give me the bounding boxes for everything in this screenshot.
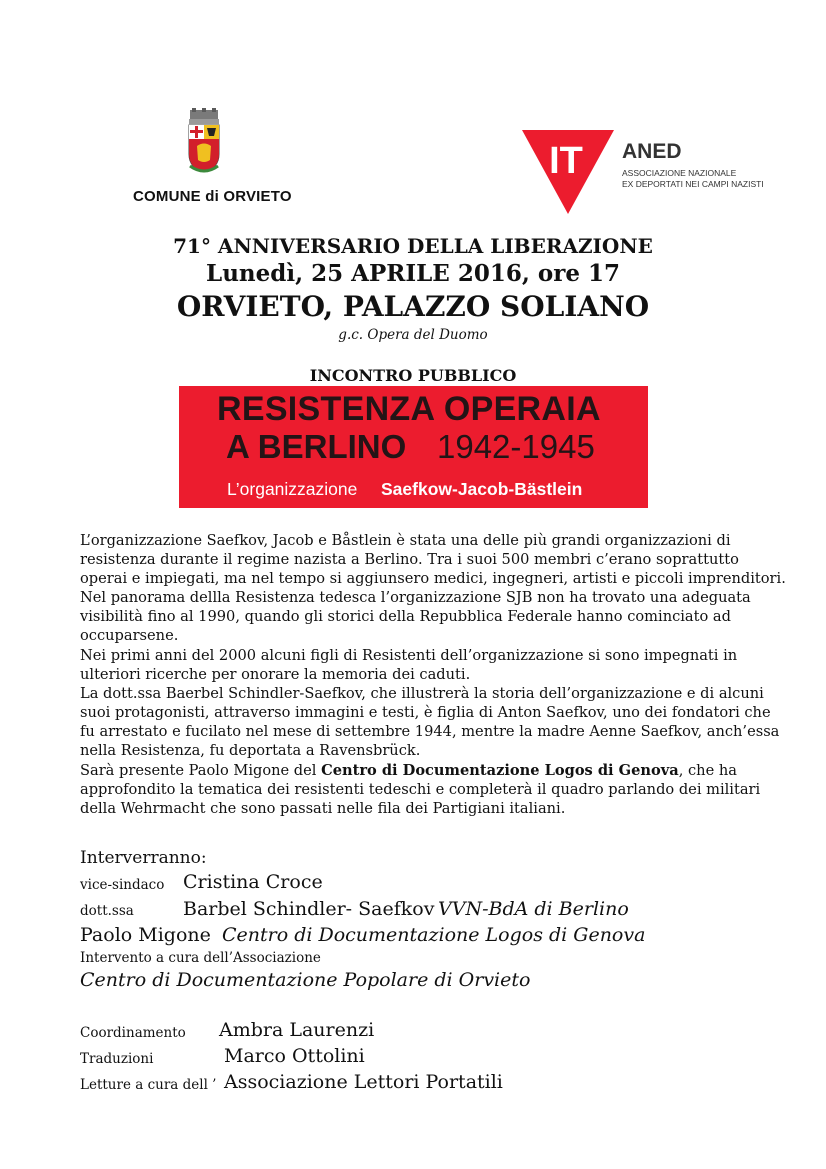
doctor-organization: VVN-BdA di Berlino: [438, 898, 629, 920]
migone-suffix: , che ha: [678, 762, 737, 779]
readings-label: Letture a cura dell ’: [80, 1077, 217, 1093]
aned-title: ANED: [622, 140, 682, 163]
aned-it-mark: IT: [549, 140, 583, 182]
migone-organization: Centro di Documentazione Logos di Genova: [222, 924, 646, 946]
body-line: approfondito la tematica dei resistenti tedeschi e completerà il quadro parlando dei militari: [80, 781, 761, 798]
orvieto-coat-of-arms-icon: [186, 108, 222, 174]
comune-name: COMUNE di ORVIETO: [133, 188, 292, 205]
body-line: Nel panorama dellla Resistenza tedesca l’organizzazione SJB non ha trovato una adeguata: [80, 589, 751, 606]
body-line: della Wehrmacht che sono passati nelle fila dei Partigiani italiani.: [80, 800, 566, 817]
body-line: operai e impiegati, ma nel tempo si aggiunsero medici, ingegneri, artisti e piccoli imprenditori.: [80, 570, 786, 587]
banner-years: 1942-1945: [437, 428, 595, 465]
banner-title-line2: A BERLINO: [226, 428, 407, 465]
body-line: suoi protagonisti, attraverso immagini e testi, è figlia di Anton Saefkov, uno dei fondatori che: [80, 704, 771, 721]
doctor-name: Barbel Schindler- Saefkov: [183, 898, 435, 920]
event-date: Lunedì, 25 APRILE 2016, ore 17: [206, 260, 620, 287]
banner-subtitle-org: Saefkow-Jacob-Bästlein: [381, 479, 583, 499]
anniversary-heading: 71° ANNIVERSARIO DELLA LIBERAZIONE: [173, 234, 653, 258]
readings-name: Associazione Lettori Portatili: [224, 1071, 503, 1093]
translation-label: Traduzioni: [80, 1051, 154, 1067]
translation-name: Marco Ottolini: [224, 1045, 365, 1067]
vice-mayor-role: vice-sindaco: [80, 877, 165, 893]
migone-name: Paolo Migone: [80, 924, 211, 946]
aned-triangle-icon: [522, 130, 614, 214]
body-line: La dott.ssa Baerbel Schindler-Saefkov, che illustrerà la storia dell’organizzazione e di alcuni: [80, 685, 764, 702]
coordination-name: Ambra Laurenzi: [219, 1019, 375, 1041]
banner-subtitle-prefix: L’organizzazione: [227, 479, 358, 499]
vice-mayor-name: Cristina Croce: [183, 871, 323, 893]
association-intro: Intervento a cura dell’Associazione: [80, 950, 321, 966]
body-line-migone: [80, 761, 737, 780]
aned-subtitle-2: EX DEPORTATI NEI CAMPI NAZISTI: [622, 179, 764, 189]
body-line: resistenza durante il regime nazista a Berlino. Tra i suoi 500 membri c’erano soprattutto: [80, 551, 739, 568]
banner-title-line1: RESISTENZA OPERAIA: [217, 390, 601, 428]
aned-subtitle-1: ASSOCIAZIONE NAZIONALE: [622, 168, 737, 178]
migone-prefix: Sarà presente Paolo Migone del: [80, 762, 322, 779]
venue-courtesy: g.c. Opera del Duomo: [338, 327, 488, 343]
body-line: Nei primi anni del 2000 alcuni figli di Resistenti dell’organizzazione si sono impegnati in: [80, 647, 738, 664]
body-line: nella Resistenza, fu deportata a Ravensbrück.: [80, 742, 421, 759]
body-line: fu arrestato e fucilato nel mese di settembre 1944, mentre la madre Aenne Saefkov, anch’essa: [80, 723, 780, 740]
body-line: visibilità fino al 1990, quando gli storici della Repubblica Federale hanno cominciato ad: [80, 608, 731, 625]
meeting-type: INCONTRO PUBBLICO: [309, 366, 517, 385]
body-line: occuparsene.: [80, 627, 179, 644]
doctor-role: dott.ssa: [80, 903, 134, 919]
body-line: L’organizzazione Saefkov, Jacob e Båstlein è stata una delle più grandi organizzazioni di: [80, 532, 731, 549]
speakers-heading: Interverranno:: [80, 848, 207, 868]
event-venue: ORVIETO, PALAZZO SOLIANO: [176, 290, 650, 323]
migone-center-name: Centro di Documentazione Logos di Genova: [321, 762, 679, 779]
coordination-label: Coordinamento: [80, 1025, 186, 1041]
title-banner: [179, 386, 648, 508]
association-name: Centro di Documentazione Popolare di Orvieto: [80, 969, 531, 991]
body-line: ulteriori ricerche per onorare la memoria dei caduti.: [80, 666, 471, 683]
